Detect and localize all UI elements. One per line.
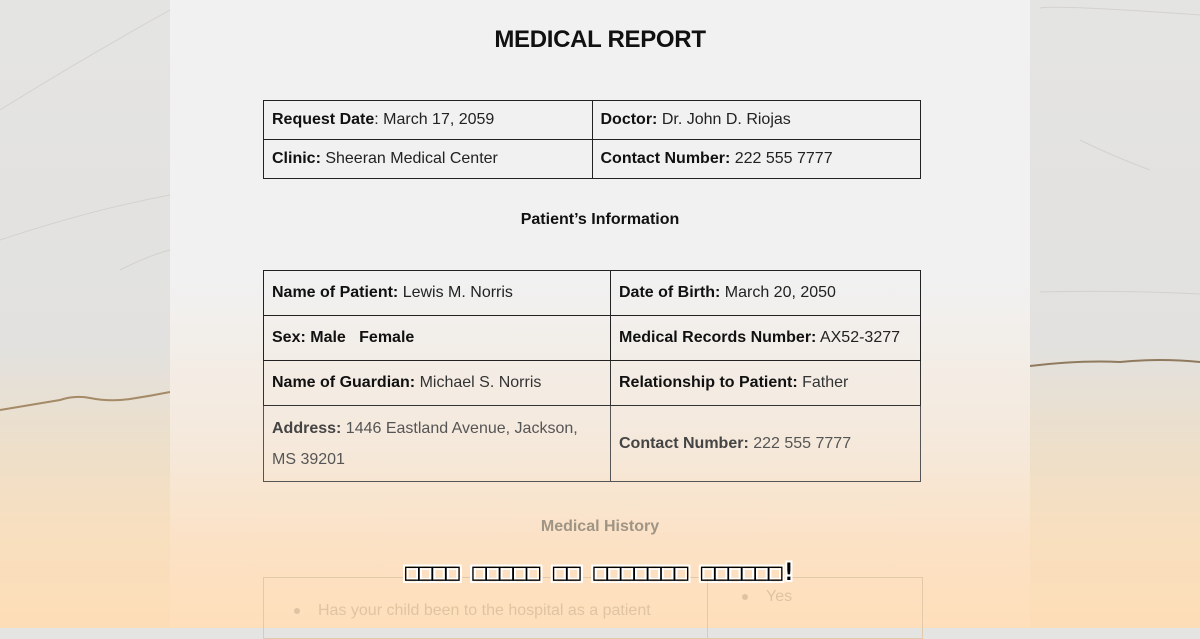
request-date-value: : March 17, 2059 <box>374 111 495 128</box>
guardian-cell <box>264 361 611 406</box>
request-info-table <box>263 100 921 179</box>
patient-contact-cell <box>611 406 921 482</box>
page-title: MEDICAL REPORT <box>494 26 706 53</box>
doctor-value: Dr. John D. Riojas <box>657 111 791 128</box>
bullet-icon <box>294 608 300 614</box>
doctor-label: Doctor: <box>600 111 658 128</box>
contact-value: 222 555 7777 <box>730 150 833 167</box>
option-yes-text: Yes <box>766 588 793 605</box>
history-option-yes <box>742 588 792 606</box>
clinic-value: Sheeran Medical Center <box>320 150 498 167</box>
document-page <box>170 0 1030 628</box>
dob-value: March 20, 2050 <box>720 284 836 301</box>
history-question-text: Has your child been to the hospital as a patient <box>318 602 651 619</box>
contact-label: Contact Number: <box>600 150 731 167</box>
patient-name-cell <box>264 271 611 316</box>
guardian-label: Name of Guardian: <box>272 374 416 391</box>
address-value: 1446 Eastland Avenue, Jackson, MS 39201 <box>272 419 578 468</box>
relationship-cell <box>611 361 921 406</box>
dob-label: Date of Birth: <box>619 284 721 301</box>
guardian-value: Michael S. Norris <box>415 374 542 391</box>
history-question <box>294 602 651 620</box>
patient-contact-label: Contact Number: <box>619 435 749 452</box>
overlay-banner: □□□□ □□□□□ □□ □□□□□□□ □□□□□□! <box>404 558 796 586</box>
address-cell <box>264 406 611 482</box>
patient-name-value: Lewis M. Norris <box>398 284 513 301</box>
medical-history-heading: Medical History <box>540 518 660 535</box>
patient-name-label: Name of Patient: <box>272 284 399 301</box>
column-divider <box>707 578 708 638</box>
sex-label: Sex: Male Female <box>272 329 415 346</box>
relationship-label: Relationship to Patient: <box>619 374 798 391</box>
medical-history-table <box>263 577 923 639</box>
doctor-cell <box>592 101 921 140</box>
dob-cell <box>611 271 921 316</box>
patient-info-table <box>263 270 921 482</box>
clinic-label: Clinic: <box>272 150 321 167</box>
request-date-label: Request Date <box>272 111 375 128</box>
patient-info-heading: Patient’s Information <box>520 211 680 228</box>
relationship-value: Father <box>797 374 849 391</box>
contact-cell <box>592 140 921 179</box>
patient-contact-value: 222 555 7777 <box>748 435 852 452</box>
clinic-cell <box>264 140 593 179</box>
mrn-cell <box>611 316 921 361</box>
request-date-cell <box>264 101 593 140</box>
sex-cell <box>264 316 611 361</box>
mrn-value: AX52-3277 <box>816 329 901 346</box>
mrn-label: Medical Records Number: <box>619 329 817 346</box>
bullet-icon <box>742 594 748 600</box>
address-label: Address: <box>272 419 342 437</box>
